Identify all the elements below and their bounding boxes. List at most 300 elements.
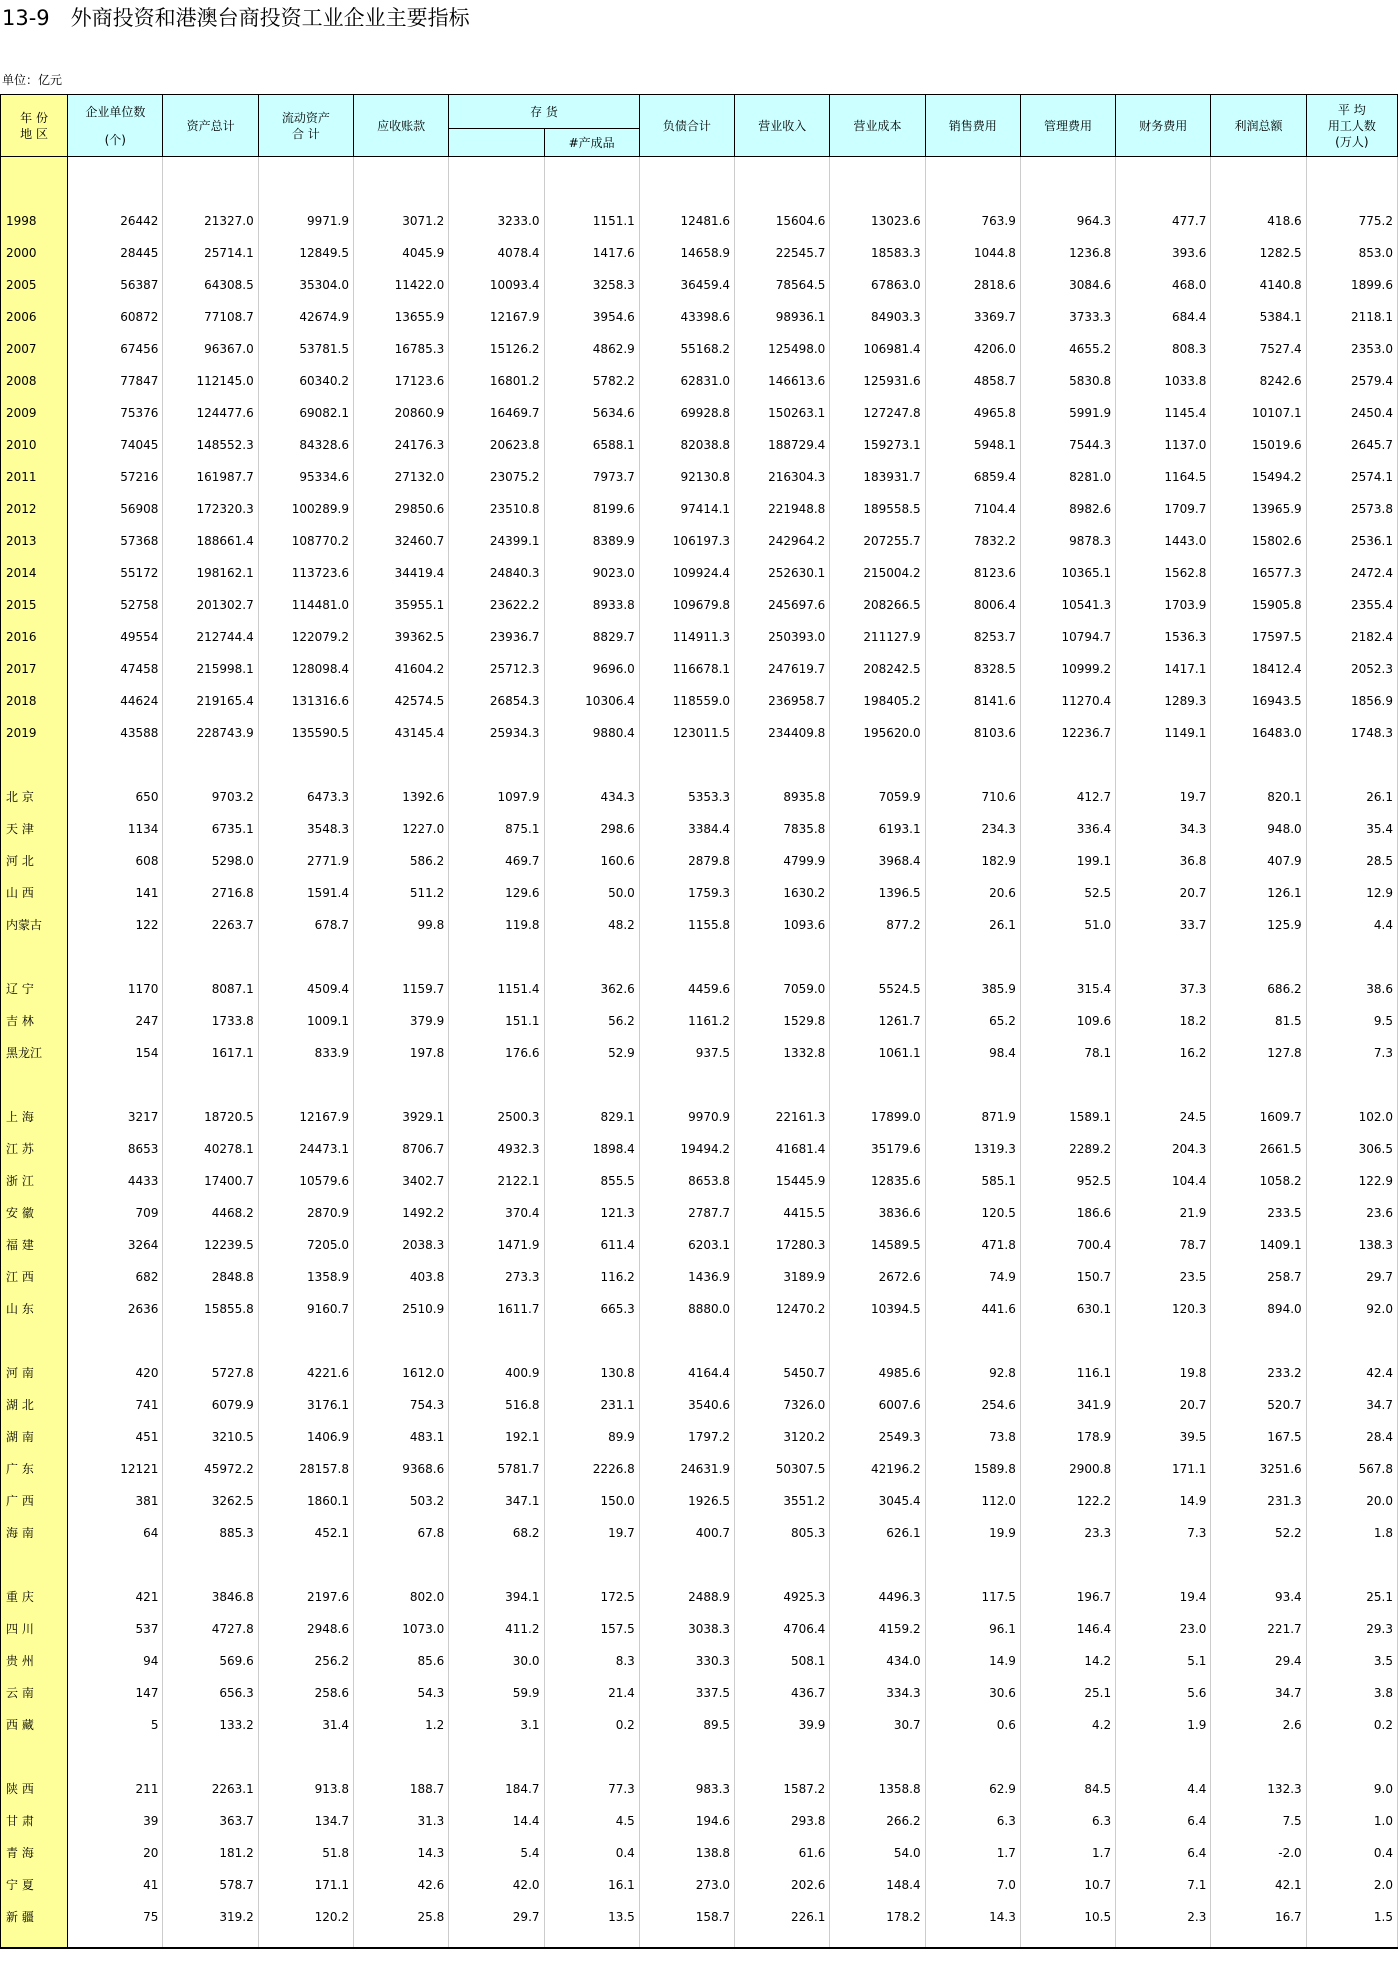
table-cell: 23936.7 — [449, 621, 544, 653]
table-cell: 5782.2 — [544, 365, 639, 397]
table-cell: 8253.7 — [925, 621, 1020, 653]
spacer-cell — [1, 1069, 68, 1101]
table-cell: 19.7 — [1116, 781, 1211, 813]
table-cell: 21327.0 — [163, 205, 258, 237]
table-cell: 5.6 — [1116, 1677, 1211, 1709]
table-cell: 42.6 — [353, 1869, 448, 1901]
table-cell: 39.5 — [1116, 1421, 1211, 1453]
table-cell: 67456 — [68, 333, 163, 365]
table-cell: 12835.6 — [830, 1165, 925, 1197]
table-cell: 35304.0 — [258, 269, 353, 301]
table-cell: 122.9 — [1306, 1165, 1397, 1197]
spacer-cell — [68, 1741, 163, 1773]
table-cell: 833.9 — [258, 1037, 353, 1069]
row-label: 2010 — [1, 429, 68, 461]
table-cell: 20.7 — [1116, 1389, 1211, 1421]
table-cell: 19.9 — [925, 1517, 1020, 1549]
table-cell: 483.1 — [353, 1421, 448, 1453]
table-cell: 2549.3 — [830, 1421, 925, 1453]
table-cell: 67.8 — [353, 1517, 448, 1549]
header-enterprise-count-unit: (个) — [104, 132, 126, 147]
table-cell: 245697.6 — [735, 589, 830, 621]
header-operating-revenue: 营业收入 — [735, 95, 830, 157]
row-label: 甘 肃 — [1, 1805, 68, 1837]
table-cell: 4078.4 — [449, 237, 544, 269]
table-cell: 1587.2 — [735, 1773, 830, 1805]
table-cell: 3836.6 — [830, 1197, 925, 1229]
group-spacer-row — [1, 173, 1398, 205]
table-cell: 306.5 — [1306, 1133, 1397, 1165]
table-cell: 802.0 — [353, 1581, 448, 1613]
spacer-cell — [1116, 1325, 1211, 1357]
table-cell: 20860.9 — [353, 397, 448, 429]
table-cell: 256.2 — [258, 1645, 353, 1677]
table-row — [1, 1293, 1398, 1325]
table-cell: 6007.6 — [830, 1389, 925, 1421]
table-cell: 418.6 — [1211, 205, 1306, 237]
row-label: 河 南 — [1, 1357, 68, 1389]
table-cell: 1033.8 — [1116, 365, 1211, 397]
table-cell: 77.3 — [544, 1773, 639, 1805]
table-row — [1, 1261, 1398, 1293]
table-cell: 75376 — [68, 397, 163, 429]
table-cell: 161987.7 — [163, 461, 258, 493]
table-cell: 1611.7 — [449, 1293, 544, 1325]
table-cell: 7.5 — [1211, 1805, 1306, 1837]
table-cell: 503.2 — [353, 1485, 448, 1517]
spacer-cell — [449, 749, 544, 781]
table-cell: 1417.6 — [544, 237, 639, 269]
table-cell: 211 — [68, 1773, 163, 1805]
row-label: 湖 南 — [1, 1421, 68, 1453]
spacer-cell — [1306, 749, 1397, 781]
row-label: 2016 — [1, 621, 68, 653]
spacer-cell — [544, 1325, 639, 1357]
table-cell: 1358.9 — [258, 1261, 353, 1293]
table-cell: 3.1 — [449, 1709, 544, 1741]
table-cell: 5353.3 — [639, 781, 734, 813]
spacer-cell — [449, 1549, 544, 1581]
table-cell: 2818.6 — [925, 269, 1020, 301]
spacer-cell — [925, 941, 1020, 973]
table-cell: 4468.2 — [163, 1197, 258, 1229]
table-cell: 16577.3 — [1211, 557, 1306, 589]
row-label: 西 藏 — [1, 1709, 68, 1741]
spacer-cell — [449, 1069, 544, 1101]
spacer-cell — [163, 1325, 258, 1357]
table-cell: 176.6 — [449, 1037, 544, 1069]
table-cell: 1159.7 — [353, 973, 448, 1005]
spacer-cell — [639, 1549, 734, 1581]
table-cell: 1591.4 — [258, 877, 353, 909]
table-cell: 65.2 — [925, 1005, 1020, 1037]
table-cell: 69082.1 — [258, 397, 353, 429]
table-cell: 92.0 — [1306, 1293, 1397, 1325]
spacer-cell — [639, 157, 734, 174]
spacer-cell — [1211, 157, 1306, 174]
table-cell: 19.4 — [1116, 1581, 1211, 1613]
table-cell: 204.3 — [1116, 1133, 1211, 1165]
spacer-cell — [258, 941, 353, 973]
row-label: 山 西 — [1, 877, 68, 909]
table-cell: 2197.6 — [258, 1581, 353, 1613]
spacer-cell — [258, 1325, 353, 1357]
table-cell: 18.2 — [1116, 1005, 1211, 1037]
table-cell: 23.3 — [1020, 1517, 1115, 1549]
table-cell: 1044.8 — [925, 237, 1020, 269]
table-cell: 805.3 — [735, 1517, 830, 1549]
table-cell: 1443.0 — [1116, 525, 1211, 557]
table-cell: 127.8 — [1211, 1037, 1306, 1069]
spacer-cell — [735, 941, 830, 973]
table-row — [1, 429, 1398, 461]
spacer-cell — [353, 1069, 448, 1101]
table-row — [1, 1197, 1398, 1229]
table-row — [1, 365, 1398, 397]
table-cell: 25714.1 — [163, 237, 258, 269]
row-label: 北 京 — [1, 781, 68, 813]
table-cell: 3258.3 — [544, 269, 639, 301]
table-cell: 754.3 — [353, 1389, 448, 1421]
table-cell: 407.9 — [1211, 845, 1306, 877]
table-row — [1, 1869, 1398, 1901]
spacer-cell — [68, 941, 163, 973]
table-cell: 8982.6 — [1020, 493, 1115, 525]
table-cell: 36459.4 — [639, 269, 734, 301]
table-cell: 84.5 — [1020, 1773, 1115, 1805]
table-cell: 151.1 — [449, 1005, 544, 1037]
table-cell: 20 — [68, 1837, 163, 1869]
table-cell: 54.3 — [353, 1677, 448, 1709]
spacer-cell — [163, 1549, 258, 1581]
table-cell: 7544.3 — [1020, 429, 1115, 461]
table-cell: 1289.3 — [1116, 685, 1211, 717]
table-cell: 23075.2 — [449, 461, 544, 493]
table-cell: 1529.8 — [735, 1005, 830, 1037]
row-label: 海 南 — [1, 1517, 68, 1549]
table-cell: 45972.2 — [163, 1453, 258, 1485]
table-cell: 9878.3 — [1020, 525, 1115, 557]
table-cell: 23.6 — [1306, 1197, 1397, 1229]
row-label: 广 西 — [1, 1485, 68, 1517]
row-label: 宁 夏 — [1, 1869, 68, 1901]
table-cell: 42574.5 — [353, 685, 448, 717]
table-cell: 8706.7 — [353, 1133, 448, 1165]
table-cell: 1.9 — [1116, 1709, 1211, 1741]
table-cell: 1759.3 — [639, 877, 734, 909]
table-cell: 52.2 — [1211, 1517, 1306, 1549]
row-label: 1998 — [1, 205, 68, 237]
row-label: 辽 宁 — [1, 973, 68, 1005]
spacer-cell — [68, 1069, 163, 1101]
table-cell: 875.1 — [449, 813, 544, 845]
table-cell: 194.6 — [639, 1805, 734, 1837]
spacer-cell — [1, 157, 68, 174]
table-cell: 4799.9 — [735, 845, 830, 877]
table-cell: 3084.6 — [1020, 269, 1115, 301]
table-cell: 221948.8 — [735, 493, 830, 525]
table-cell: 1.8 — [1306, 1517, 1397, 1549]
table-cell: 54.0 — [830, 1837, 925, 1869]
table-cell: 11422.0 — [353, 269, 448, 301]
table-row — [1, 269, 1398, 301]
spacer-cell — [353, 173, 448, 205]
table-cell: 3929.1 — [353, 1101, 448, 1133]
table-cell: 508.1 — [735, 1645, 830, 1677]
row-label: 广 东 — [1, 1453, 68, 1485]
table-cell: 1097.9 — [449, 781, 544, 813]
table-cell: 5524.5 — [830, 973, 925, 1005]
table-cell: 1630.2 — [735, 877, 830, 909]
table-cell: 1748.3 — [1306, 717, 1397, 749]
table-cell: 199.1 — [1020, 845, 1115, 877]
table-cell: 650 — [68, 781, 163, 813]
table-cell: 381 — [68, 1485, 163, 1517]
table-cell: 35179.6 — [830, 1133, 925, 1165]
header-avg-employees-l1: 平 均 — [1337, 102, 1366, 117]
table-row — [1, 1005, 1398, 1037]
table-cell: 231.1 — [544, 1389, 639, 1421]
spacer-cell — [353, 749, 448, 781]
table-cell: 184.7 — [449, 1773, 544, 1805]
table-row — [1, 877, 1398, 909]
spacer-cell — [1211, 1549, 1306, 1581]
table-cell: 3176.1 — [258, 1389, 353, 1421]
table-cell: 56908 — [68, 493, 163, 525]
spacer-cell — [735, 1549, 830, 1581]
table-cell: 12167.9 — [258, 1101, 353, 1133]
table-cell: 82038.8 — [639, 429, 734, 461]
table-cell: 8242.6 — [1211, 365, 1306, 397]
table-cell: 123011.5 — [639, 717, 734, 749]
table-cell: 1709.7 — [1116, 493, 1211, 525]
table-cell: 172.5 — [544, 1581, 639, 1613]
table-cell: 108770.2 — [258, 525, 353, 557]
table-cell: 221.7 — [1211, 1613, 1306, 1645]
table-cell: 52.9 — [544, 1037, 639, 1069]
spacer-cell — [1211, 749, 1306, 781]
table-cell: 370.4 — [449, 1197, 544, 1229]
spacer-cell — [449, 1325, 544, 1357]
table-cell: 55172 — [68, 557, 163, 589]
table-cell: 1898.4 — [544, 1133, 639, 1165]
table-cell: 14.3 — [925, 1901, 1020, 1933]
table-cell: 30.7 — [830, 1709, 925, 1741]
table-cell: 120.2 — [258, 1901, 353, 1933]
table-cell: 1409.1 — [1211, 1229, 1306, 1261]
row-label: 云 南 — [1, 1677, 68, 1709]
table-cell: 106197.3 — [639, 525, 734, 557]
table-cell: 3045.4 — [830, 1485, 925, 1517]
spacer-cell — [1116, 941, 1211, 973]
header-enterprise-count-label: 企业单位数 — [85, 104, 146, 119]
table-cell: 871.9 — [925, 1101, 1020, 1133]
table-cell: 121.3 — [544, 1197, 639, 1229]
table-cell: 2052.3 — [1306, 653, 1397, 685]
table-cell: 451 — [68, 1421, 163, 1453]
table-cell: 0.6 — [925, 1709, 1020, 1741]
table-row — [1, 1709, 1398, 1741]
table-cell: 2226.8 — [544, 1453, 639, 1485]
table-cell: 8.3 — [544, 1645, 639, 1677]
spacer-cell — [1, 1549, 68, 1581]
table-cell: 9696.0 — [544, 653, 639, 685]
table-cell: 12167.9 — [449, 301, 544, 333]
table-cell: -2.0 — [1211, 1837, 1306, 1869]
spacer-cell — [1306, 157, 1397, 174]
table-cell: 7832.2 — [925, 525, 1020, 557]
table-cell: 1536.3 — [1116, 621, 1211, 653]
table-cell: 25712.3 — [449, 653, 544, 685]
table-cell: 7.0 — [925, 1869, 1020, 1901]
data-table — [0, 94, 1398, 1949]
header-avg-employees-unit: (万人) — [1335, 134, 1369, 149]
table-cell: 2879.8 — [639, 845, 734, 877]
group-spacer-row — [1, 1325, 1398, 1357]
table-cell: 1589.8 — [925, 1453, 1020, 1485]
table-cell: 441.6 — [925, 1293, 1020, 1325]
table-cell: 138.8 — [639, 1837, 734, 1869]
table-cell: 3264 — [68, 1229, 163, 1261]
table-cell: 18583.3 — [830, 237, 925, 269]
spacer-cell — [639, 173, 734, 205]
spacer-cell — [830, 1549, 925, 1581]
table-cell: 0.4 — [1306, 1837, 1397, 1869]
spacer-cell — [449, 941, 544, 973]
table-cell: 665.3 — [544, 1293, 639, 1325]
table-cell: 148552.3 — [163, 429, 258, 461]
table-cell: 157.5 — [544, 1613, 639, 1645]
table-cell: 16.7 — [1211, 1901, 1306, 1933]
table-cell: 182.9 — [925, 845, 1020, 877]
table-cell: 20.0 — [1306, 1485, 1397, 1517]
row-label: 2017 — [1, 653, 68, 685]
table-cell: 215998.1 — [163, 653, 258, 685]
table-cell: 59.9 — [449, 1677, 544, 1709]
table-cell: 2450.4 — [1306, 397, 1397, 429]
table-cell: 3189.9 — [735, 1261, 830, 1293]
table-cell: 198405.2 — [830, 685, 925, 717]
table-cell: 122 — [68, 909, 163, 941]
row-label: 山 东 — [1, 1293, 68, 1325]
table-cell: 1860.1 — [258, 1485, 353, 1517]
table-row — [1, 301, 1398, 333]
table-cell: 8141.6 — [925, 685, 1020, 717]
spacer-cell — [1116, 749, 1211, 781]
table-cell: 154 — [68, 1037, 163, 1069]
table-cell: 97414.1 — [639, 493, 734, 525]
table-cell: 51.8 — [258, 1837, 353, 1869]
table-cell: 198162.1 — [163, 557, 258, 589]
table-end-row — [1, 1933, 1398, 1948]
table-cell: 630.1 — [1020, 1293, 1115, 1325]
table-cell: 258.6 — [258, 1677, 353, 1709]
table-cell: 5727.8 — [163, 1357, 258, 1389]
spacer-cell — [1, 1741, 68, 1773]
table-cell: 242964.2 — [735, 525, 830, 557]
table-cell: 8653.8 — [639, 1165, 734, 1197]
spacer-cell — [1, 749, 68, 781]
table-cell: 7.3 — [1306, 1037, 1397, 1069]
table-cell: 3548.3 — [258, 813, 353, 845]
table-cell: 116678.1 — [639, 653, 734, 685]
table-cell: 1358.8 — [830, 1773, 925, 1805]
table-cell: 75 — [68, 1901, 163, 1933]
group-spacer-row — [1, 1741, 1398, 1773]
table-cell: 16469.7 — [449, 397, 544, 429]
spacer-cell — [735, 1325, 830, 1357]
table-cell: 2574.1 — [1306, 461, 1397, 493]
table-cell: 6203.1 — [639, 1229, 734, 1261]
spacer-cell — [1306, 1741, 1397, 1773]
table-cell: 150.7 — [1020, 1261, 1115, 1293]
row-label: 2006 — [1, 301, 68, 333]
spacer-cell — [735, 749, 830, 781]
table-cell: 586.2 — [353, 845, 448, 877]
table-cell: 684.4 — [1116, 301, 1211, 333]
table-cell: 14.3 — [353, 1837, 448, 1869]
table-cell: 341.9 — [1020, 1389, 1115, 1421]
table-cell: 9880.4 — [544, 717, 639, 749]
table-cell: 14.9 — [925, 1645, 1020, 1677]
table-cell: 106981.4 — [830, 333, 925, 365]
table-cell: 4985.6 — [830, 1357, 925, 1389]
table-cell: 5634.6 — [544, 397, 639, 429]
table-cell: 77108.7 — [163, 301, 258, 333]
table-cell: 3233.0 — [449, 205, 544, 237]
table-cell: 853.0 — [1306, 237, 1397, 269]
table-cell: 1.5 — [1306, 1901, 1397, 1933]
table-cell: 2645.7 — [1306, 429, 1397, 461]
spacer-cell — [1116, 173, 1211, 205]
table-cell: 2353.0 — [1306, 333, 1397, 365]
row-label: 天 津 — [1, 813, 68, 845]
table-cell: 12121 — [68, 1453, 163, 1485]
table-cell: 171.1 — [1116, 1453, 1211, 1485]
table-cell: 172320.3 — [163, 493, 258, 525]
table-cell: 14.2 — [1020, 1645, 1115, 1677]
table-cell: 120.5 — [925, 1197, 1020, 1229]
table-cell: 2500.3 — [449, 1101, 544, 1133]
spacer-cell — [544, 941, 639, 973]
row-label: 2013 — [1, 525, 68, 557]
table-cell: 2472.4 — [1306, 557, 1397, 589]
spacer-cell — [68, 173, 163, 205]
table-cell: 2263.7 — [163, 909, 258, 941]
table-cell: 7527.4 — [1211, 333, 1306, 365]
table-cell: 16.2 — [1116, 1037, 1211, 1069]
table-row — [1, 1805, 1398, 1837]
table-cell: 84903.3 — [830, 301, 925, 333]
table-cell: 4164.4 — [639, 1357, 734, 1389]
table-cell: 40278.1 — [163, 1133, 258, 1165]
spacer-cell — [830, 941, 925, 973]
table-cell: 67863.0 — [830, 269, 925, 301]
table-cell: 4862.9 — [544, 333, 639, 365]
table-row — [1, 1581, 1398, 1613]
spacer-cell — [68, 157, 163, 174]
table-cell: 29.7 — [449, 1901, 544, 1933]
table-cell: 51.0 — [1020, 909, 1115, 941]
table-cell: 7326.0 — [735, 1389, 830, 1421]
table-cell: 12236.7 — [1020, 717, 1115, 749]
table-cell: 95334.6 — [258, 461, 353, 493]
table-cell: 421 — [68, 1581, 163, 1613]
table-cell: 12481.6 — [639, 205, 734, 237]
spacer-cell — [353, 941, 448, 973]
table-cell: 64308.5 — [163, 269, 258, 301]
table-cell: 10365.1 — [1020, 557, 1115, 589]
